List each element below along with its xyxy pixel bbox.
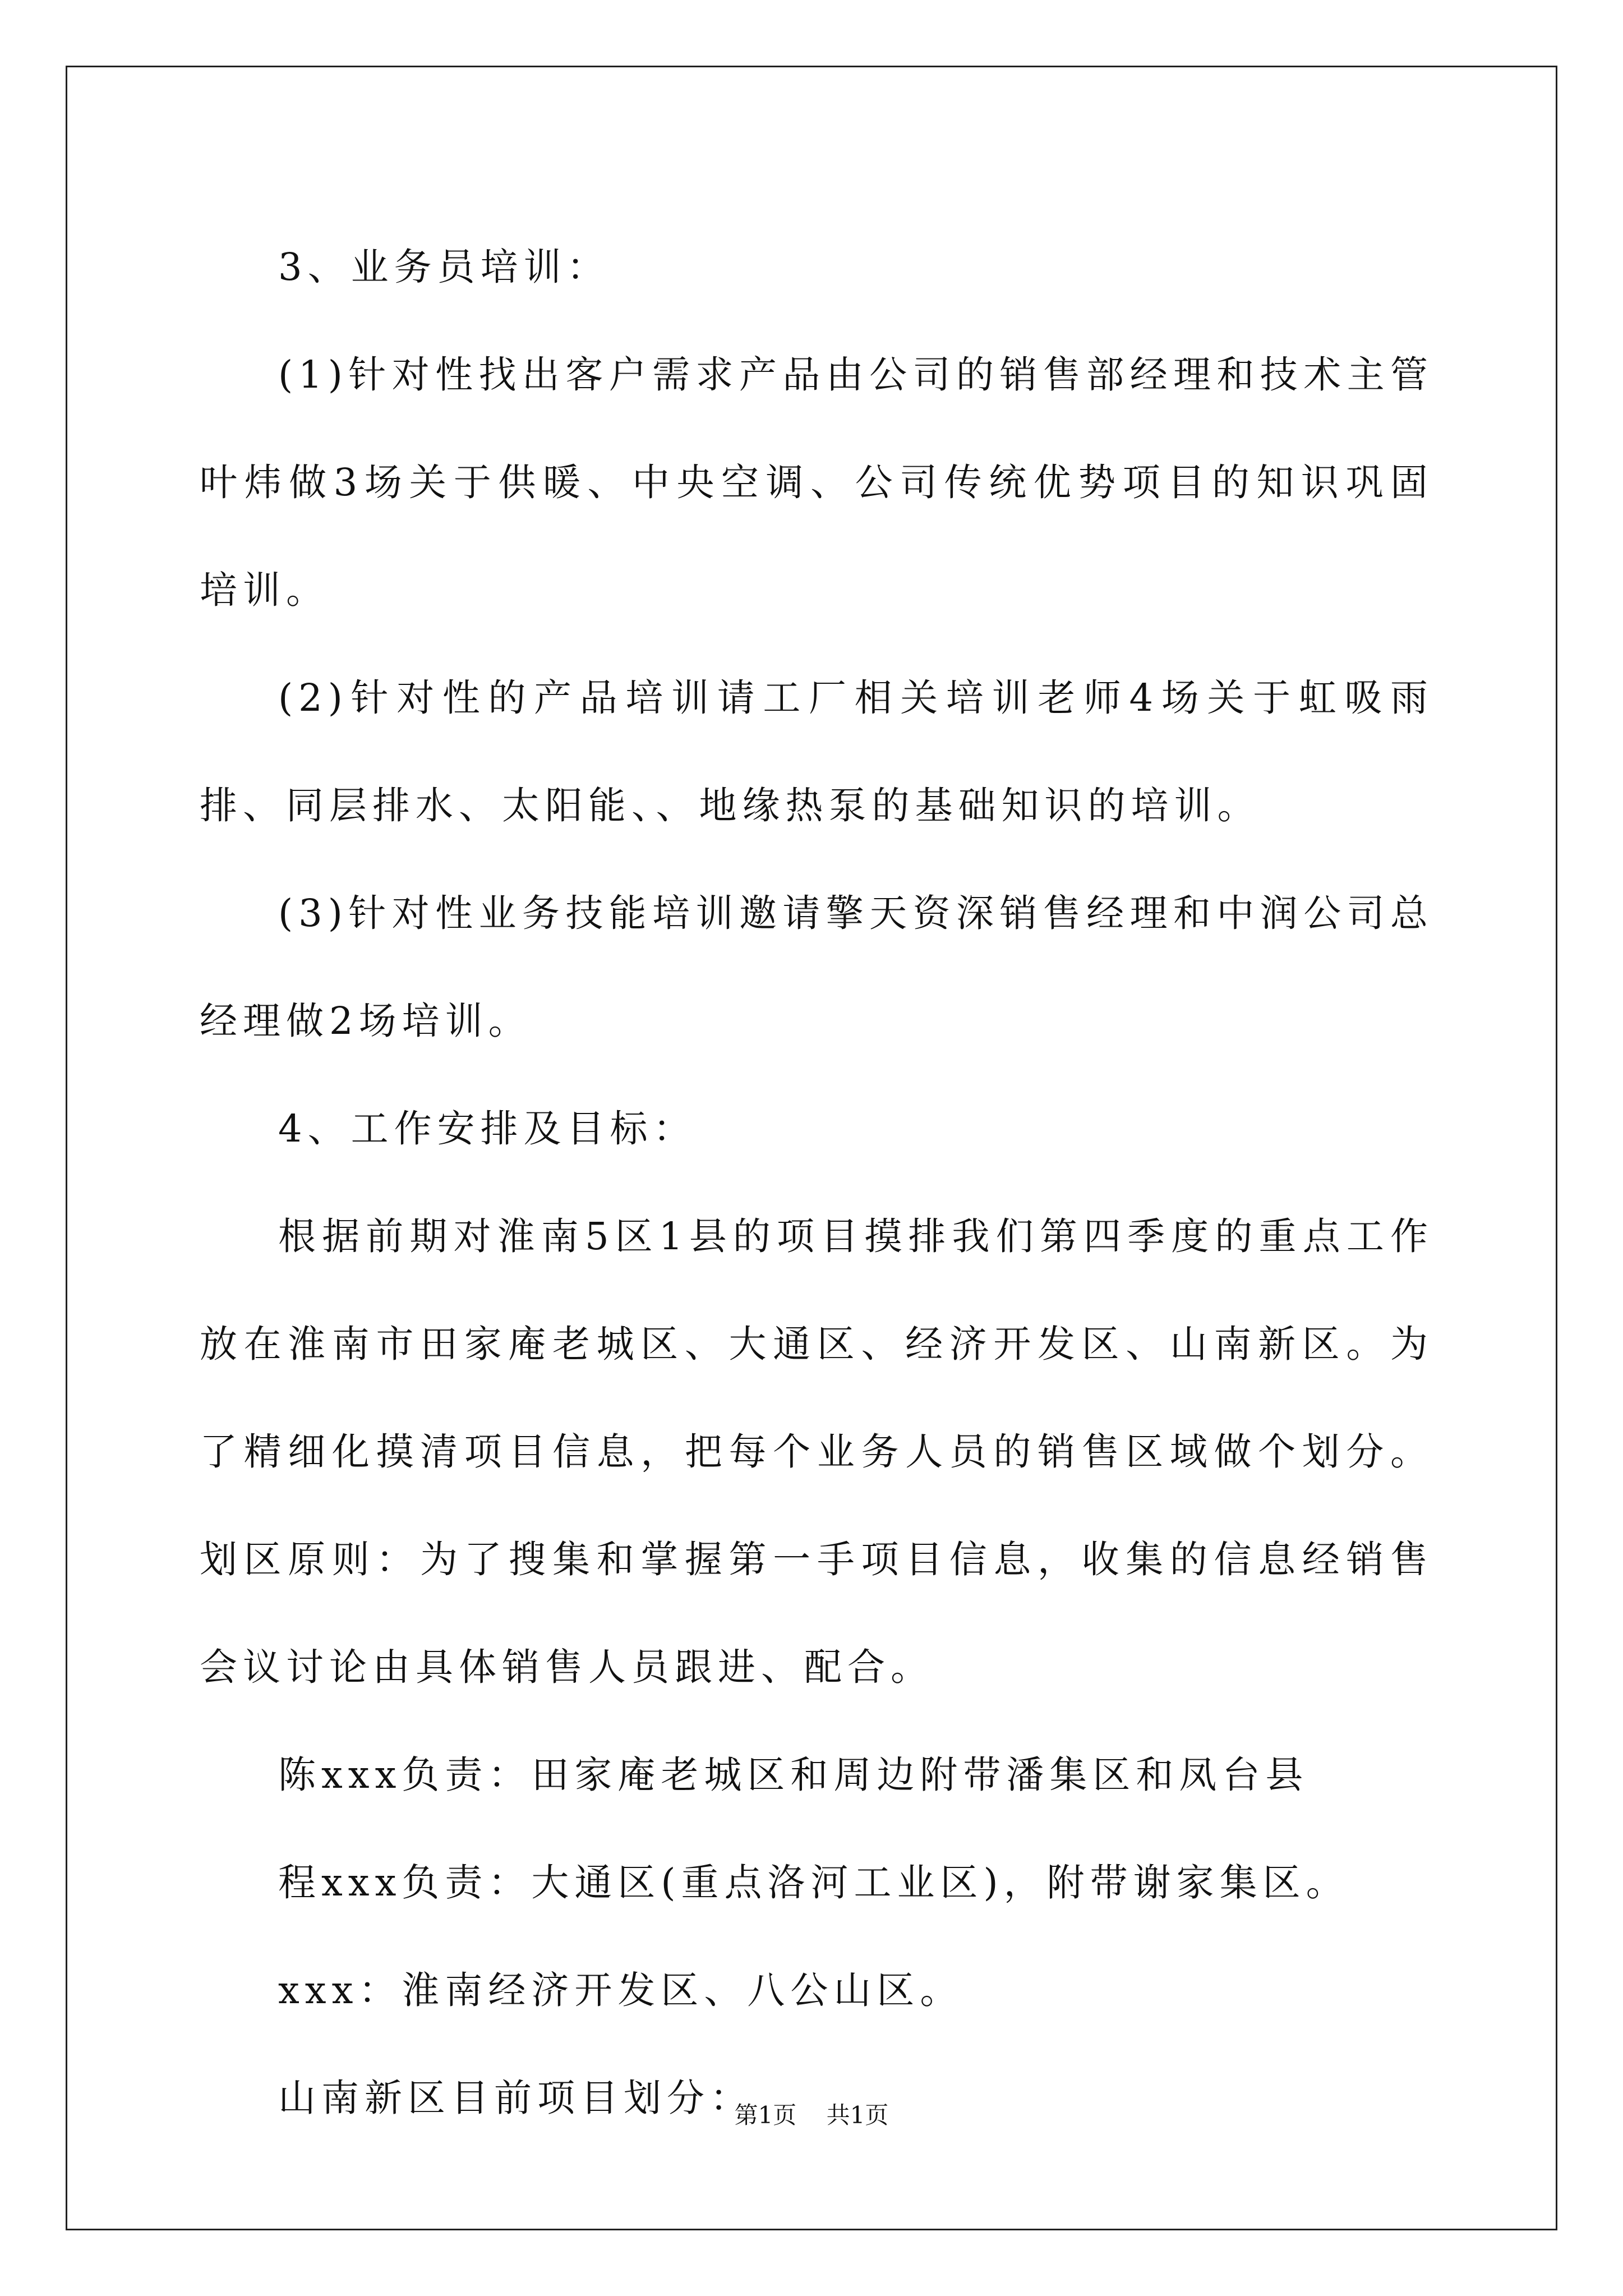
paragraph-training-3: (3)针对性业务技能培训邀请擎天资深销售经理和中润公司总经理做2场培训。 bbox=[200, 891, 1433, 1043]
paragraph-work-plan: 根据前期对淮南5区1县的项目摸排我们第四季度的重点工作放在淮南市田家庵老城区、大通区、经济开发区、山南新区。为了精细化摸清项目信息，把每个业务人员的销售区域做个划分。划区原则：为了搜集和掌握第一手项目信息，收集的信息经销售会议讨论由具体销售人员跟进、配合。 bbox=[200, 1214, 1433, 1689]
document-body bbox=[200, 213, 1433, 2152]
page-footer bbox=[0, 2097, 1623, 2131]
paragraph-shannan-division: 山南新区目前项目划分： bbox=[278, 2076, 753, 2120]
paragraph-heading-work-plan: 4、工作安排及目标： bbox=[278, 1107, 697, 1151]
paragraph-assignment-chen: 陈xxx负责：田家庵老城区和周边附带潘集区和凤台县 bbox=[278, 1753, 1309, 1797]
page-number-current: 第1页 bbox=[734, 2101, 797, 2129]
paragraph-training-1: (1)针对性找出客户需求产品由公司的销售部经理和技术主管叶炜做3场关于供暖、中央空调、公司传统优势项目的知识巩固培训。 bbox=[200, 353, 1433, 612]
paragraph-assignment-xxx: xxx：淮南经济开发区、八公山区。 bbox=[278, 1968, 963, 2012]
paragraph-training-2: (2)针对性的产品培训请工厂相关培训老师4场关于虹吸雨排、同层排水、太阳能、、地缘热泵的基础知识的培训。 bbox=[200, 676, 1433, 827]
paragraph-assignment-cheng: 程xxx负责：大通区(重点洛河工业区)，附带谢家集区。 bbox=[278, 1861, 1349, 1904]
paragraph-heading-training: 3、业务员培训： bbox=[278, 245, 610, 289]
page-number-total: 共1页 bbox=[826, 2101, 889, 2129]
